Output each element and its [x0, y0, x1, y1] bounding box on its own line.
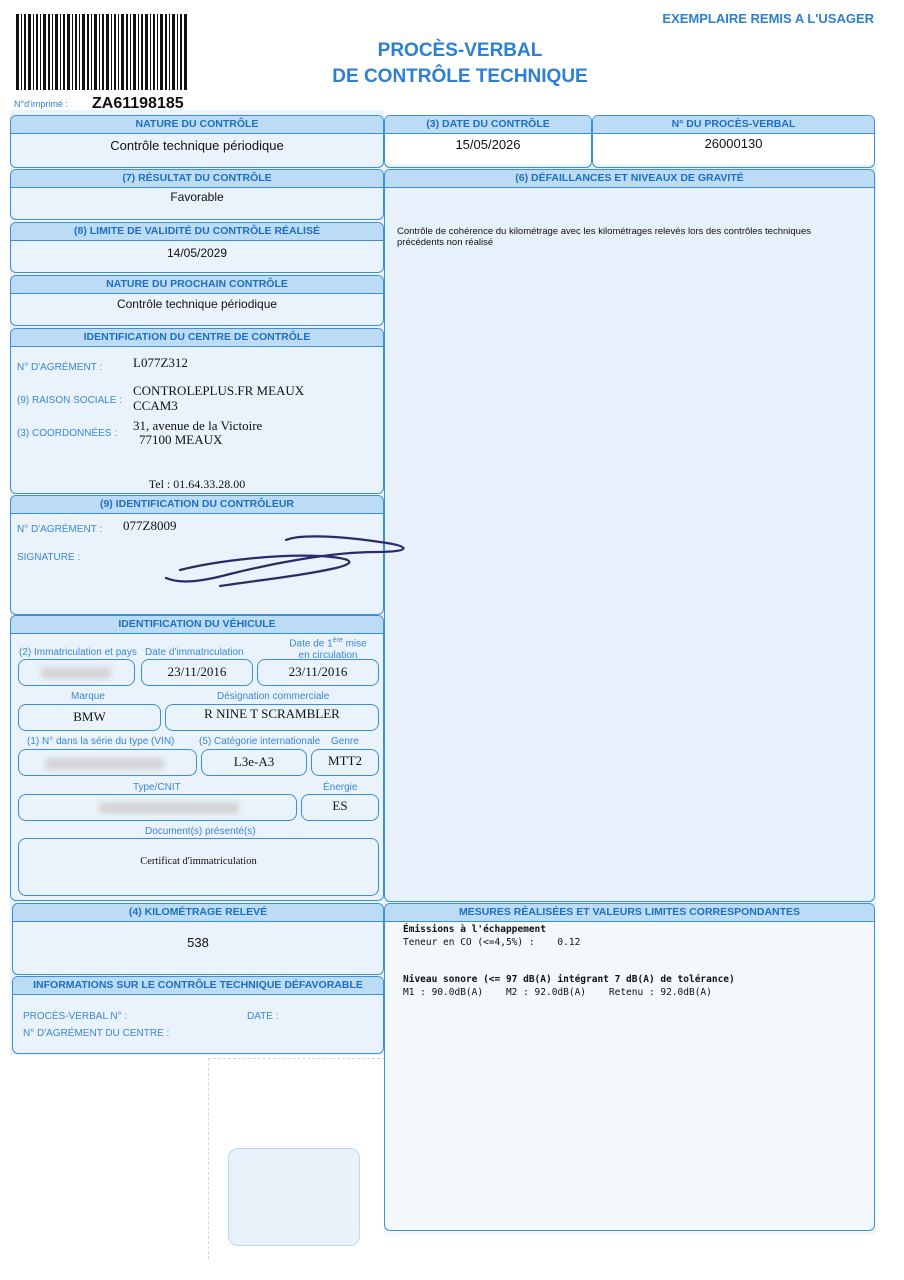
center-title: IDENTIFICATION DU CENTRE DE CONTRÔLE [11, 329, 383, 347]
title-line-1: PROCÈS-VERBAL [377, 40, 543, 61]
unfavorable-box [12, 976, 384, 1054]
first-circ-label-b: mise [342, 638, 367, 650]
genre-field: MTT2 [311, 749, 379, 776]
vin-field [18, 749, 197, 776]
pv-number-title: N° DU PROCÈS-VERBAL [593, 116, 874, 134]
vehicle-title: IDENTIFICATION DU VÉHICULE [11, 616, 383, 634]
next-control-value: Contrôle technique périodique [116, 297, 278, 311]
controller-title: (9) IDENTIFICATION DU CONTRÔLEUR [11, 496, 383, 514]
designation-label: Désignation commerciale [217, 691, 330, 702]
vin-label: (1) N° dans la série du type (VIN) [27, 736, 175, 747]
next-control-title: NATURE DU PROCHAIN CONTRÔLE [11, 276, 383, 294]
nature-title: NATURE DU CONTRÔLE [11, 116, 383, 134]
center-tel: Tel : 01.64.33.28.00 [148, 477, 246, 491]
center-box [10, 328, 384, 494]
result-title: (7) RÉSULTAT DU CONTRÔLE [11, 170, 383, 188]
signature [150, 530, 414, 592]
mileage-value: 538 [187, 935, 209, 950]
noise-title: Niveau sonore (<= 97 dB(A) intégrant 7 dB(A) de tolérance) [403, 974, 735, 985]
measures-box [384, 903, 875, 1231]
defects-box [384, 169, 875, 902]
vehicle-box [10, 615, 384, 901]
marque-label: Marque [71, 691, 105, 702]
date-immat-field: 23/11/2016 [141, 659, 253, 686]
first-circ-label-sup: ère [332, 637, 343, 644]
co-line: Teneur en CO (<=4,5%) : 0.12 [403, 937, 581, 948]
date-box [384, 115, 592, 168]
center-raison-label: (9) RAISON SOCIALE : [17, 395, 123, 406]
category-field: L3e-A3 [201, 749, 307, 776]
immat-label: (2) Immatriculation et pays [19, 647, 137, 658]
title-line-2: DE CONTRÔLE TECHNIQUE [332, 66, 588, 87]
mileage-box [12, 903, 384, 975]
measures-title: MESURES RÉALISÉES ET VALEURS LIMITES CORRESPONDANTES [385, 904, 874, 922]
center-address-line2: 77100 MEAUX [139, 432, 223, 447]
genre-label: Genre [331, 736, 359, 747]
barcode [16, 14, 188, 90]
defects-text: Contrôle de cohérence du kilométrage avec les kilométrages relevés lors des contrôles techniques précédents non réalisé [397, 226, 811, 248]
result-box [10, 169, 384, 220]
date-immat-label: Date d'immatriculation [145, 647, 244, 658]
center-raison-line1: CONTROLEPLUS.FR MEAUX [133, 383, 305, 398]
date-title: (3) DATE DU CONTRÔLE [385, 116, 591, 134]
vin-redaction [45, 758, 165, 770]
center-raison-line2: CCAM3 [133, 398, 178, 413]
marque-field: BMW [18, 704, 161, 731]
stamp-box [228, 1148, 360, 1246]
copy-note: EXEMPLAIRE REMIS A L'USAGER [662, 11, 874, 26]
center-address-line1: 31, avenue de la Victoire [133, 418, 263, 433]
documents-label: Document(s) présenté(s) [145, 826, 256, 837]
signature-label: SIGNATURE : [17, 552, 81, 563]
defects-title: (6) DÉFAILLANCES ET NIVEAUX DE GRAVITÉ [385, 170, 874, 188]
energie-field: ES [301, 794, 379, 821]
nature-value: Contrôle technique périodique [110, 138, 284, 153]
center-agrement: L077Z312 [133, 355, 188, 370]
validity-title: (8) LIMITE DE VALIDITÉ DU CONTRÔLE RÉALISÉ [11, 223, 383, 241]
noise-line: M1 : 90.0dB(A) M2 : 92.0dB(A) Retenu : 92.0dB(A) [403, 987, 712, 998]
validity-box [10, 222, 384, 273]
nature-box [10, 115, 384, 168]
unfavorable-pv-label: PROCÈS-VERBAL N° : [23, 1011, 128, 1022]
type-field [18, 794, 297, 821]
print-number: ZA61198185 [92, 95, 184, 112]
first-circ-label-c: en circulation [298, 650, 358, 662]
controller-agrement-label: N° D'AGRÉMENT : [17, 524, 103, 535]
unfavorable-date-label: DATE : [247, 1011, 279, 1022]
immat-field [18, 659, 135, 686]
center-coord-label: (3) COORDONNÉES : [17, 428, 118, 439]
result-value: Favorable [170, 190, 224, 204]
next-control-box [10, 275, 384, 326]
pv-number-value: 26000130 [704, 136, 763, 151]
type-redaction [99, 802, 239, 814]
unfavorable-title: INFORMATIONS SUR LE CONTRÔLE TECHNIQUE DÉFAVORABLE [13, 977, 383, 995]
first-circ-field: 23/11/2016 [257, 659, 379, 686]
unfavorable-agrement-label: N° D'AGRÉMENT DU CENTRE : [23, 1028, 170, 1039]
first-circ-label-a: Date de 1 [289, 638, 333, 650]
documents-value: Certificat d'immatriculation [140, 856, 257, 867]
designation-field: R NINE T SCRAMBLER [165, 704, 379, 731]
controller-agrement: 077Z8009 [123, 518, 177, 533]
energie-label: Énergie [323, 782, 358, 793]
documents-field [18, 838, 379, 896]
pv-number-box [592, 115, 875, 168]
immat-redaction [41, 667, 111, 679]
print-number-label: N°d'imprimé : [14, 99, 68, 109]
date-value: 15/05/2026 [455, 137, 521, 152]
type-label: Type/CNIT [133, 782, 181, 793]
emissions-title: Émissions à l'échappement [403, 924, 546, 935]
mileage-title: (4) KILOMÉTRAGE RELEVÉ [13, 904, 383, 922]
category-label: (5) Catégorie internationale [199, 736, 321, 747]
validity-value: 14/05/2029 [166, 246, 228, 260]
center-agrement-label: N° D'AGRÉMENT : [17, 362, 103, 373]
